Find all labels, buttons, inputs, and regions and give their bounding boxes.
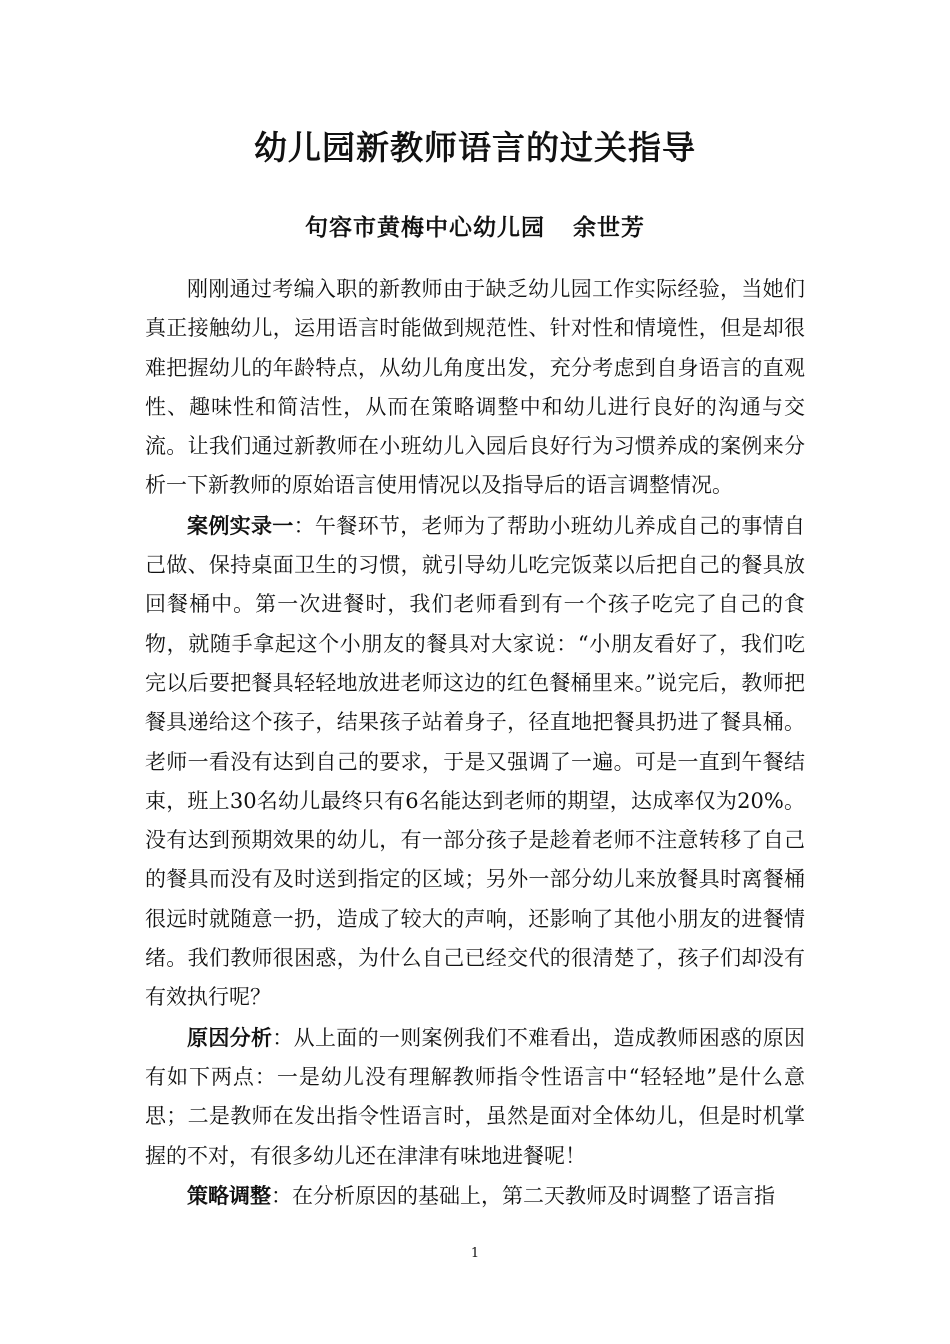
strategy-label: 策略调整 — [187, 1182, 271, 1208]
cause-analysis-paragraph — [145, 1018, 805, 1176]
case-record-label: 案例实录一 — [187, 512, 294, 538]
strategy-paragraph — [145, 1176, 805, 1216]
author-byline — [0, 211, 950, 245]
article-body — [145, 270, 805, 1216]
page-number: 1 — [470, 1246, 480, 1261]
document-title: 幼儿园新教师语言的过关指导 — [254, 128, 696, 167]
strategy-text: ：在分析原因的基础上，第二天教师及时调整了语言指 — [271, 1183, 775, 1208]
author-name: 余世芳 — [573, 214, 645, 241]
intro-paragraph: 刚刚通过考编入职的新教师由于缺乏幼儿园工作实际经验，当她们真正接触幼儿，运用语言时能做到规范性、针对性和情境性，但是却很难把握幼儿的年龄特点，从幼儿角度出发，充分考虑到自身语言的直观性、趣味性和简洁性，从而在策略调整中和幼儿进行良好的沟通与交流。让我们通过新教师在小班幼儿入园后良好行为习惯养成的案例来分析一下新教师的原始语言使用情况以及指导后的语言调整情况。 — [145, 277, 805, 498]
cause-analysis-label: 原因分析 — [187, 1024, 273, 1050]
author-organization: 句容市黄梅中心幼儿园 — [305, 214, 545, 241]
cause-analysis-text: ：从上面的一则案例我们不难看出，造成教师困惑的原因有如下两点：一是幼儿没有理解教师指令性语言中“轻轻地”是什么意思；二是教师在发出指令性语言时，虽然是面对全体幼儿，但是时机掌握的不对，有很多幼儿还在津津有味地进餐呢！ — [145, 1025, 806, 1168]
case-record-paragraph — [145, 506, 805, 1018]
case-record-text: ：午餐环节，老师为了帮助小班幼儿养成自己的事情自己做、保持桌面卫生的习惯，就引导幼儿吃完饭菜以后把自己的餐具放回餐桶中。第一次进餐时，我们老师看到有一个孩子吃完了自己的食物，就随手拿起这个小朋友的餐具对大家说：“小朋友看好了，我们吃完以后要把餐具轻轻地放进老师这边的红色餐桶里来。”说完后，教师把餐具递给这个孩子，结果孩子站着身子，径直地把餐具扔进了餐具桶。老师一看没有达到自己的要求，于是又强调了一遍。可是一直到午餐结束，班上30名幼儿最终只有6名能达到老师的期望，达成率仅为20%。没有达到预期效果的幼儿，有一部分孩子是趁着老师不注意转移了自己的餐具而没有及时送到指定的区域；另外一部分幼儿来放餐具时离餐桶很远时就随意一扔，造成了较大的声响，还影响了其他小朋友的进餐情绪。我们教师很困惑，为什么自己已经交代的很清楚了，孩子们却没有有效执行呢？ — [145, 513, 806, 1010]
